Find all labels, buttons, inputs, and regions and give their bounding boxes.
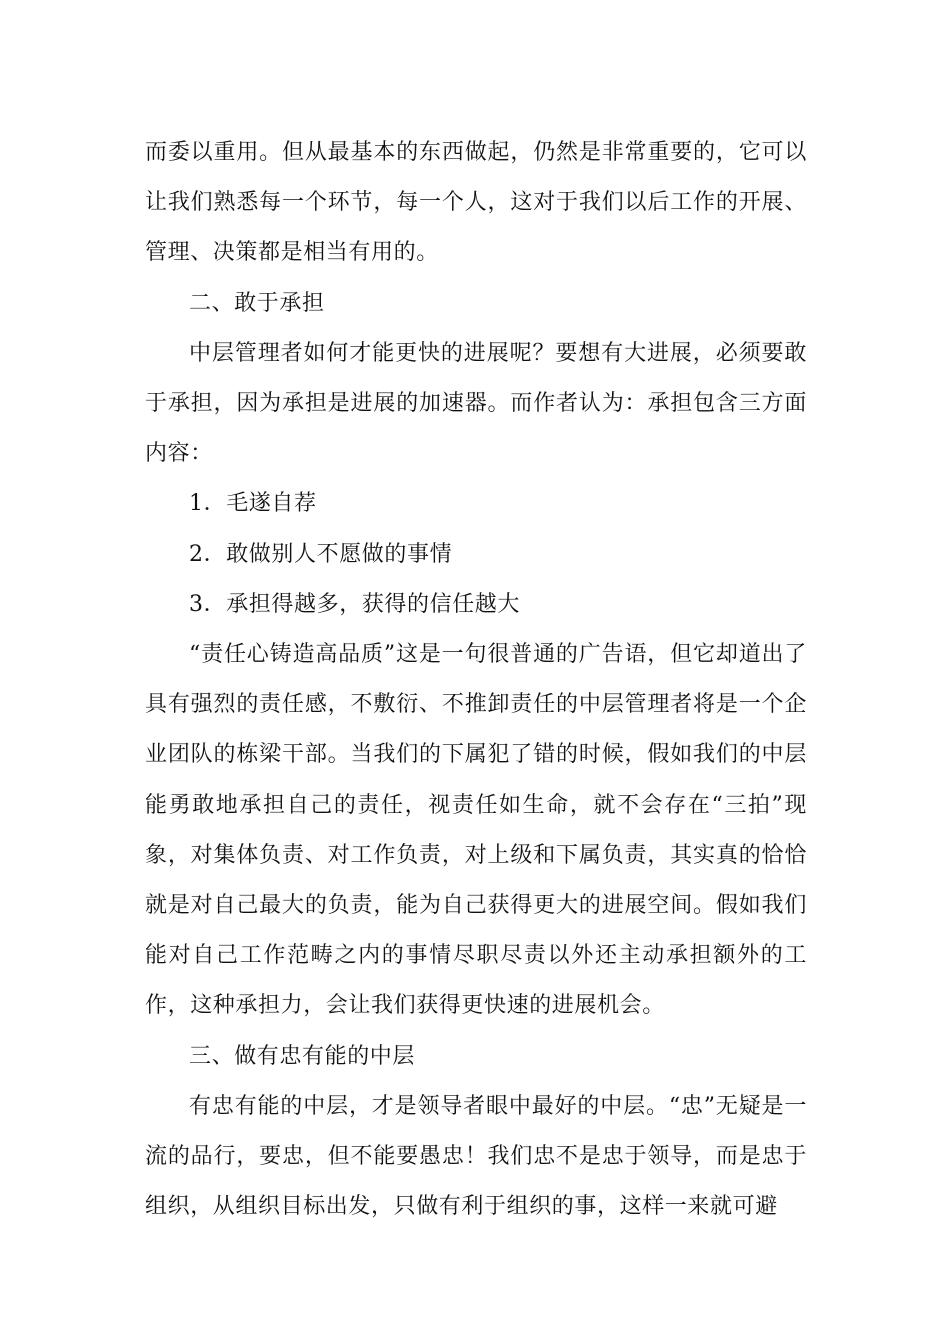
paragraph-responsibility-detail: “责任心铸造高品质”这是一句很普通的广告语，但它却道出了具有强烈的责任感，不敷衍、不推卸责任的中层管理者将是一个企业团队的栋梁干部。当我们的下属犯了错的时候，假如我们的中层能勇敢地承担自己的责任，视责任如生命，就不会存在“三拍”现象，对集体负责、对工作负责，对上级和下属负责，其实真的恰恰就是对自己最大的负责，能为自己获得更大的进展空间。假如我们能对自己工作范畴之内的事情尽职尽责以外还主动承担额外的工作，这种承担力，会让我们获得更快速的进展机会。 [145,642,807,1019]
paragraph-responsibility-intro: 中层管理者如何才能更快的进展呢？要想有大进展，必须要敢于承担，因为承担是进展的加速器。而作者认为：承担包含三方面内容： [145,340,807,467]
section-heading-2: 二、敢于承担 [189,290,325,316]
list-item-1: 1．毛遂自荐 [189,491,317,517]
list-item-3: 3．承担得越多，获得的信任越大 [189,591,520,617]
section-heading-3: 三、做有忠有能的中层 [189,1043,416,1069]
paragraph-continuation: 而委以重用。但从最基本的东西做起，仍然是非常重要的，它可以让我们熟悉每一个环节，每一个人，这对于我们以后工作的开展、管理、决策都是相当有用的。 [145,140,807,266]
document-body [145,128,807,1232]
list-item-2: 2．敢做别人不愿做的事情 [189,541,453,567]
paragraph-loyalty: 有忠有能的中层，才是领导者眼中最好的中层。“忠”无疑是一流的品行，要忠，但不能要愚忠！我们忠不是忠于领导，而是忠于组织，从组织目标出发，只做有利于组织的事，这样一来就可避 [145,1093,807,1220]
